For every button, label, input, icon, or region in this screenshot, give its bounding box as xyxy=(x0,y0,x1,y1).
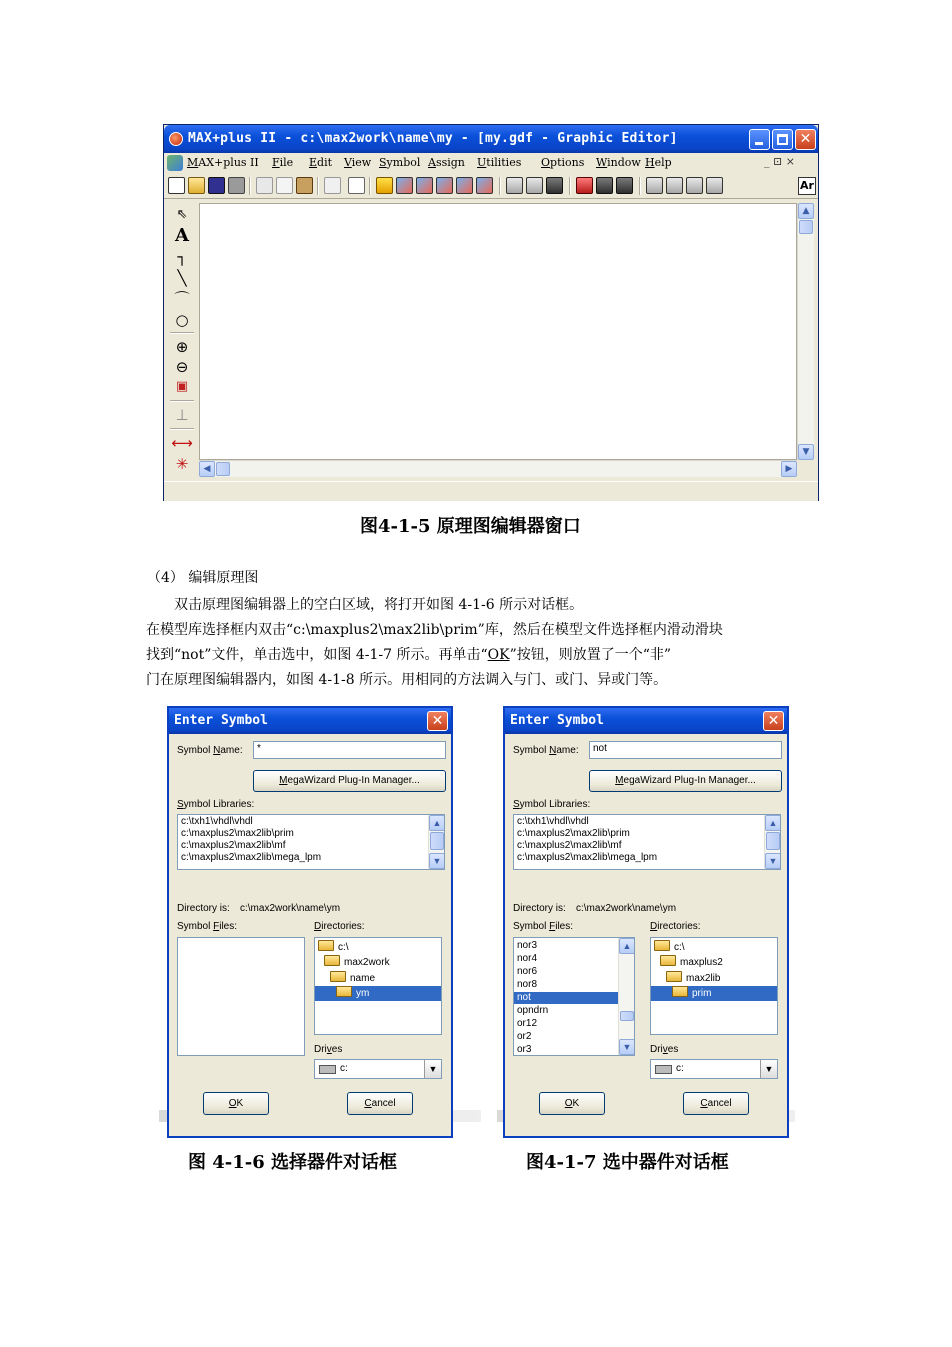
scroll-down-icon[interactable]: ▼ xyxy=(619,1039,635,1055)
probe-icon[interactable] xyxy=(646,177,663,194)
report-icon[interactable] xyxy=(476,177,493,194)
symbol-editor-icon[interactable] xyxy=(416,177,433,194)
toolbar-separator xyxy=(369,177,371,195)
menu-maxplus[interactable]: MAX+plus II xyxy=(187,156,259,169)
directory-item[interactable]: maxplus2 xyxy=(660,955,723,970)
library-item[interactable]: c:\maxplus2\max2lib\mega_lpm xyxy=(181,852,322,863)
megawizard-button[interactable]: MegaWizard Plug-In Manager... xyxy=(589,770,782,792)
menu-utilities[interactable]: Utilities xyxy=(477,156,522,169)
toolbar xyxy=(164,173,818,199)
file-item[interactable]: nor8 xyxy=(517,979,538,990)
scroll-thumb[interactable] xyxy=(430,832,444,850)
file-item[interactable]: or3 xyxy=(517,1044,532,1055)
library-item[interactable]: c:\txh1\vhdl\vhdl xyxy=(517,816,589,827)
chevron-down-icon[interactable]: ▼ xyxy=(424,1060,441,1078)
minimize-icon xyxy=(755,142,763,145)
symbol-name-label: Symbol Name: xyxy=(513,745,579,756)
text-editor-icon[interactable] xyxy=(436,177,453,194)
drives-select[interactable]: c: ▼ xyxy=(314,1059,442,1079)
open-folder-icon xyxy=(336,986,352,997)
directories-label: Directories: xyxy=(650,921,701,932)
arc-icon[interactable]: ⌒ xyxy=(174,290,190,308)
file-item[interactable]: or12 xyxy=(517,1018,538,1029)
directory-item[interactable]: c:\ xyxy=(654,940,685,955)
directory-value: c:\max2work\name\ym xyxy=(576,903,677,914)
dialog-title: Enter Symbol xyxy=(174,713,268,728)
open-folder-icon[interactable] xyxy=(188,177,205,194)
figure-5-caption: 图4-1-5 原理图编辑器窗口 xyxy=(360,516,581,537)
ok-button[interactable]: OK xyxy=(539,1092,605,1115)
menu-edit[interactable]: Edit xyxy=(309,156,333,169)
toolbar-separator xyxy=(499,177,501,195)
cut-icon[interactable] xyxy=(256,177,273,194)
diagonal-line-icon[interactable]: ╲ xyxy=(177,269,187,287)
document-icon[interactable] xyxy=(167,155,183,171)
file-item[interactable]: nor6 xyxy=(517,966,538,977)
menu-assign[interactable]: Assign xyxy=(428,156,465,169)
directory-item[interactable]: max2work xyxy=(324,955,390,970)
scroll-thumb[interactable] xyxy=(620,1011,634,1021)
file-item[interactable]: nor3 xyxy=(517,940,538,951)
ok-button[interactable]: OK xyxy=(203,1092,269,1115)
simulator-icon[interactable] xyxy=(526,177,543,194)
menu-view[interactable]: View xyxy=(344,156,372,169)
graphic-editor-window xyxy=(163,124,819,501)
circle-icon[interactable]: ○ xyxy=(175,311,189,329)
window-title: MAX+plus II - c:\max2work\name\my - [my.gdf - Graphic Editor] xyxy=(188,131,678,146)
scroll-up-icon[interactable]: ▲ xyxy=(798,203,814,219)
symbol-name-label: Symbol Name: xyxy=(177,745,243,756)
directories-list[interactable] xyxy=(650,937,778,1035)
fit-in-window-icon[interactable]: ▣ xyxy=(175,379,189,394)
rubberbanding-icon[interactable]: ⊥ xyxy=(175,406,189,424)
minimize-button[interactable] xyxy=(749,129,770,150)
chevron-down-icon[interactable]: ▼ xyxy=(760,1060,777,1078)
file-item[interactable]: or2 xyxy=(517,1031,532,1042)
cancel-button[interactable]: Cancel xyxy=(347,1092,413,1115)
dialog-title: Enter Symbol xyxy=(510,713,604,728)
toolbar-separator xyxy=(639,177,641,195)
close-icon: ✕ xyxy=(799,131,812,147)
library-item[interactable]: c:\txh1\vhdl\vhdl xyxy=(181,816,253,827)
scroll-up-icon[interactable]: ▲ xyxy=(429,815,445,831)
enter-symbol-dialog-left xyxy=(167,706,453,1138)
schematic-canvas[interactable] xyxy=(199,203,797,460)
logic-option-icon[interactable] xyxy=(686,177,703,194)
symbol-name-input[interactable]: * xyxy=(253,741,446,759)
library-item[interactable]: c:\maxplus2\max2lib\prim xyxy=(517,828,630,839)
selector-arrow-icon[interactable]: ⇖ xyxy=(176,207,188,222)
file-item-selected[interactable]: not xyxy=(514,992,618,1004)
menu-symbol[interactable]: Symbol xyxy=(379,156,421,169)
body-line-1: 双击原理图编辑器上的空白区域，将打开如图 4-1-6 所示对话框。 xyxy=(174,597,584,613)
body-line-4: 门在原理图编辑器内，如图 4-1-8 所示。用相同的方法调入与门、或门、异或门等。 xyxy=(146,672,668,688)
horizontal-scrollbar[interactable] xyxy=(199,460,797,477)
menu-help[interactable]: Help xyxy=(645,156,672,169)
symbol-libraries-label: Symbol Libraries: xyxy=(177,799,255,810)
scroll-thumb[interactable] xyxy=(766,832,780,850)
palette-separator xyxy=(170,332,194,334)
clique-icon[interactable] xyxy=(706,177,723,194)
library-item[interactable]: c:\maxplus2\max2lib\prim xyxy=(181,828,294,839)
symbol-files-label: Symbol Files: xyxy=(177,921,238,932)
open-folder-icon xyxy=(318,940,334,951)
compiler-icon[interactable] xyxy=(506,177,523,194)
print-icon[interactable] xyxy=(228,177,245,194)
menu-file[interactable]: File xyxy=(272,156,294,169)
dialog-title-bar[interactable] xyxy=(169,708,451,734)
text-tool-icon[interactable]: A xyxy=(175,225,189,246)
scroll-thumb[interactable] xyxy=(799,220,813,234)
node-junction-icon[interactable]: ✳ xyxy=(175,455,189,473)
directory-item-selected[interactable]: prim xyxy=(651,986,777,1001)
menu-window[interactable]: Window xyxy=(596,156,641,169)
close-icon[interactable]: ✕ xyxy=(427,711,448,731)
toolbar-separator xyxy=(569,177,571,195)
drives-label: Drives xyxy=(650,1044,679,1055)
drives-select[interactable]: c: ▼ xyxy=(650,1059,778,1079)
scroll-up-icon[interactable]: ▲ xyxy=(765,815,781,831)
directory-item-selected[interactable]: ym xyxy=(315,986,441,1001)
scroll-up-icon[interactable]: ▲ xyxy=(619,938,635,954)
scroll-down-icon[interactable]: ▼ xyxy=(798,444,814,460)
scroll-down-icon[interactable]: ▼ xyxy=(429,853,445,869)
waveform-editor-icon[interactable] xyxy=(456,177,473,194)
section-heading: （4） 编辑原理图 xyxy=(147,570,259,586)
directory-label: Directory is: xyxy=(177,903,230,914)
drive-icon xyxy=(319,1065,336,1074)
pin-icon[interactable] xyxy=(666,177,683,194)
close-button[interactable] xyxy=(795,129,816,150)
figure-7-caption: 图4-1-7 选中器件对话框 xyxy=(526,1152,729,1173)
project-save-compile-icon[interactable] xyxy=(616,177,633,194)
directory-item[interactable]: c:\ xyxy=(318,940,349,955)
directory-item[interactable]: max2lib xyxy=(666,971,720,986)
menu-options[interactable]: Options xyxy=(541,156,585,169)
drawing-palette xyxy=(168,203,196,478)
copy-icon[interactable] xyxy=(276,177,293,194)
library-item[interactable]: c:\maxplus2\max2lib\mega_lpm xyxy=(517,852,658,863)
timing-analyzer-icon[interactable] xyxy=(546,177,563,194)
save-icon[interactable] xyxy=(208,177,225,194)
connect-line-icon[interactable]: ⟷ xyxy=(171,434,193,452)
cancel-button[interactable]: Cancel xyxy=(683,1092,749,1115)
megawizard-button[interactable]: MegaWizard Plug-In Manager... xyxy=(253,770,446,792)
symbol-files-label: Symbol Files: xyxy=(513,921,574,932)
directories-list[interactable] xyxy=(314,937,442,1035)
figure-6-caption: 图 4-1-6 选择器件对话框 xyxy=(188,1152,398,1173)
menu-bar xyxy=(164,153,818,173)
maximize-icon xyxy=(777,134,788,145)
undo-icon[interactable] xyxy=(324,177,341,194)
scroll-thumb[interactable] xyxy=(216,462,230,476)
palette-separator xyxy=(170,400,194,402)
file-item[interactable]: opndrn xyxy=(517,1005,549,1016)
status-bar xyxy=(164,481,818,501)
scroll-down-icon[interactable]: ▼ xyxy=(765,853,781,869)
toolbar-separator xyxy=(317,177,319,195)
body-line-3: 找到“not”文件，单击选中，如图 4-1-7 所示。再单击“OK”按钮，则放置了一个“非” xyxy=(146,647,672,663)
directory-item[interactable]: name xyxy=(330,971,375,986)
scroll-right-icon[interactable]: ▶ xyxy=(781,461,797,477)
open-folder-icon xyxy=(654,940,670,951)
file-item[interactable]: nor4 xyxy=(517,953,538,964)
palette-separator xyxy=(170,428,194,430)
enter-symbol-dialog-right xyxy=(503,706,789,1138)
files-scrollbar[interactable] xyxy=(618,938,634,1055)
symbol-libraries-list[interactable] xyxy=(177,814,445,870)
dialog-title-bar[interactable] xyxy=(505,708,787,734)
symbol-name-input[interactable]: not xyxy=(589,741,782,759)
drive-icon xyxy=(655,1065,672,1074)
hierarchy-icon[interactable] xyxy=(376,177,393,194)
paste-icon[interactable] xyxy=(296,177,313,194)
library-item[interactable]: c:\maxplus2\max2lib\mf xyxy=(181,840,286,851)
body-line-2: 在模型库选择框内双击“c:\maxplus2\max2lib\prim”库，然后在模型文件选择框内滑动滑块 xyxy=(146,622,723,638)
open-folder-icon xyxy=(672,986,688,997)
open-folder-icon xyxy=(330,971,346,982)
orthogonal-line-icon[interactable]: ┐ xyxy=(177,248,187,266)
open-folder-icon xyxy=(660,955,676,966)
project-save-check-icon[interactable] xyxy=(596,177,613,194)
symbol-libraries-list[interactable] xyxy=(513,814,781,870)
new-file-icon[interactable] xyxy=(168,177,185,194)
close-icon[interactable]: ✕ xyxy=(763,711,784,731)
symbol-libraries-label: Symbol Libraries: xyxy=(513,799,591,810)
zoom-out-icon[interactable]: ⊖ xyxy=(175,358,189,376)
zoom-in-icon[interactable]: ⊕ xyxy=(175,338,189,356)
window-title-bar[interactable] xyxy=(164,125,818,153)
programmer-icon[interactable] xyxy=(576,177,593,194)
mdi-window-controls[interactable]: _ ⊡ × xyxy=(764,155,795,168)
directories-label: Directories: xyxy=(314,921,365,932)
symbol-files-list[interactable] xyxy=(177,937,305,1056)
open-folder-icon xyxy=(666,971,682,982)
directory-label: Directory is: xyxy=(513,903,566,914)
libraries-scrollbar[interactable] xyxy=(428,815,444,869)
font-tool[interactable]: Ar xyxy=(798,177,816,195)
library-item[interactable]: c:\maxplus2\max2lib\mf xyxy=(517,840,622,851)
floorplan-icon[interactable] xyxy=(396,177,413,194)
app-icon xyxy=(169,132,183,146)
libraries-scrollbar[interactable] xyxy=(764,815,780,869)
toolbar-separator xyxy=(249,177,251,195)
open-folder-icon xyxy=(324,955,340,966)
drives-label: Drives xyxy=(314,1044,343,1055)
maximize-button[interactable] xyxy=(772,129,793,150)
scroll-left-icon[interactable]: ◀ xyxy=(199,461,215,477)
context-help-icon[interactable] xyxy=(348,177,365,194)
directory-value: c:\max2work\name\ym xyxy=(240,903,341,914)
symbol-files-list[interactable] xyxy=(513,937,635,1056)
vertical-scrollbar[interactable] xyxy=(797,203,814,460)
